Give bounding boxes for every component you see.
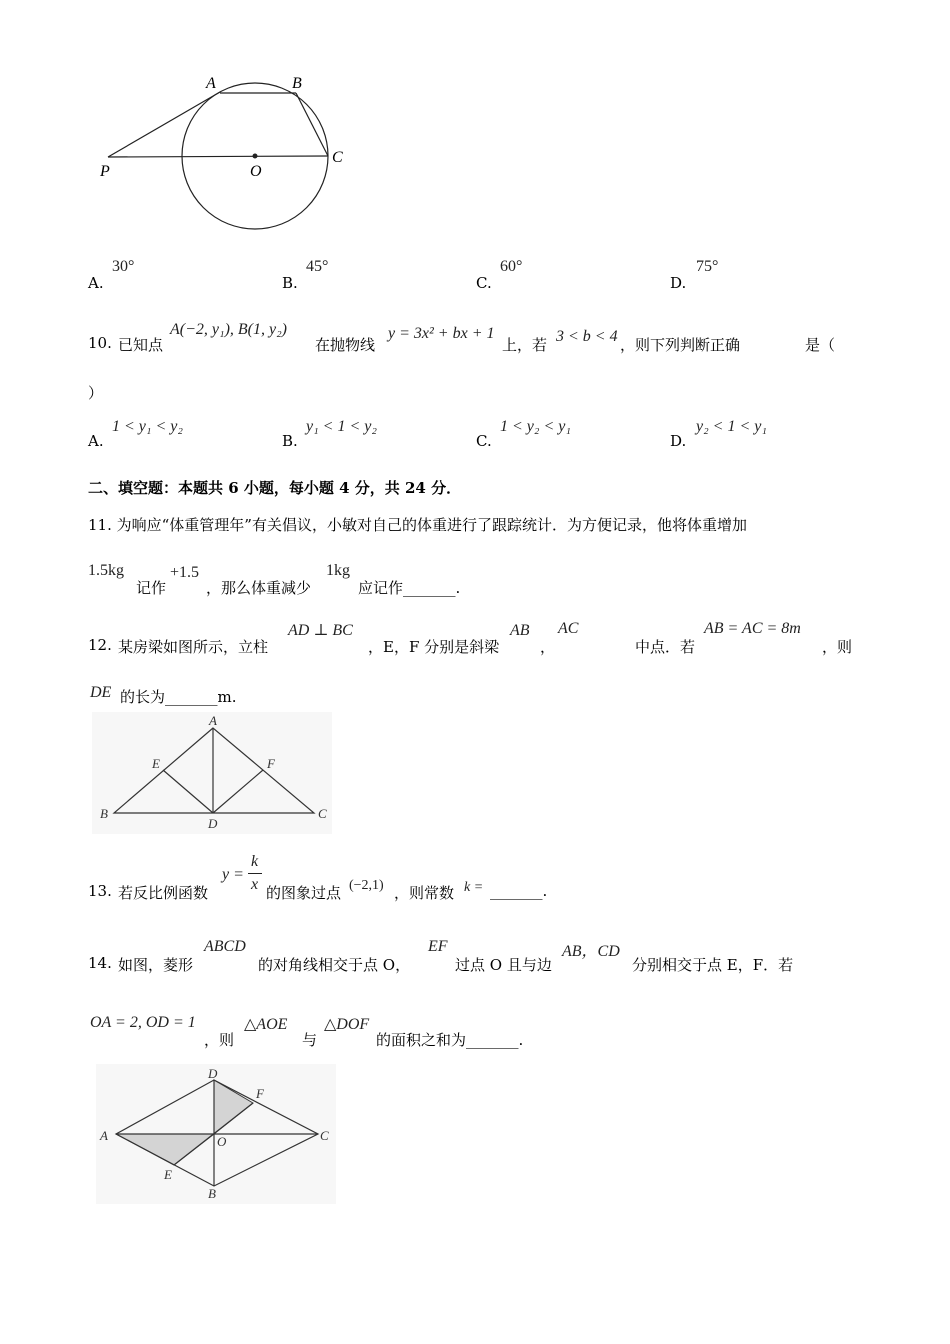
- q14-triangle-aoe: △AOE: [244, 1016, 288, 1033]
- label-e: E: [164, 1167, 172, 1182]
- q12-text-3: ，: [540, 638, 556, 656]
- q14-text-3: 过点 O 且与边: [455, 956, 552, 974]
- q12-ab: AB: [510, 622, 530, 639]
- q14-rhombus-figure: [96, 1064, 336, 1204]
- q12-perpendicular: AD ⊥ BC: [288, 622, 353, 639]
- q13-k-eq: k =: [464, 880, 484, 895]
- q10-option-a-value: 1 < y₁ < y₂: [112, 418, 183, 435]
- q12-text-4: 中点．若: [635, 638, 696, 656]
- q13-y-eq: y =: [222, 866, 244, 883]
- center-dot: [253, 154, 258, 159]
- q12-ac: AC: [558, 620, 579, 637]
- q9-option-b-value: 45°: [306, 258, 329, 275]
- q13-numerator: k: [251, 853, 259, 870]
- q13-text-1: 若反比例函数: [118, 884, 209, 902]
- q10-condition: 3 < b < 4: [556, 328, 618, 345]
- q11-text-2: ，那么体重减少: [206, 579, 312, 597]
- q13-fraction-bar: [248, 873, 262, 874]
- q9-option-d-value: 75°: [696, 258, 719, 275]
- q10-text-5: 是（: [805, 336, 836, 354]
- q10-points: A(−2, y₁), B(1, y₂): [170, 321, 287, 338]
- q14-text-5: ，则: [204, 1031, 235, 1049]
- label-b: B: [100, 806, 108, 821]
- q10-text-4: ，则下列判断正确: [620, 336, 741, 354]
- q9-option-b-letter: B.: [282, 274, 298, 292]
- label-a: A: [209, 713, 217, 728]
- q11-line-1: 11. 为响应“体重管理年”有关倡议，小敏对自己的体重进行了跟踪统计．为方便记录，他将体重增加: [88, 516, 747, 534]
- q13-text-3: ，则常数: [394, 884, 455, 902]
- line-bc: [296, 93, 328, 156]
- q9-option-c-letter: C.: [476, 274, 492, 292]
- q9-option-d-letter: D.: [670, 274, 687, 292]
- q10-text-2: 在抛物线: [315, 336, 376, 354]
- q12-length: AB = AC = 8m: [704, 620, 801, 637]
- q14-text-6: 与: [302, 1031, 318, 1049]
- q12-number: 12.: [88, 636, 112, 654]
- label-f: F: [256, 1086, 264, 1101]
- q14-number: 14.: [88, 954, 112, 972]
- q13-blank: _______.: [490, 882, 548, 900]
- q11-loss: 1kg: [326, 562, 350, 579]
- label-c: C: [320, 1128, 329, 1143]
- q14-lengths: OA = 2, OD = 1: [90, 1014, 196, 1031]
- label-c: C: [332, 149, 343, 166]
- label-a: A: [100, 1128, 108, 1143]
- line-pa: [108, 92, 220, 157]
- q12-text-5: ，则: [822, 638, 853, 656]
- q10-text-1: 已知点: [118, 336, 164, 354]
- q10-number: 10.: [88, 334, 112, 352]
- section-2-heading: 二、填空题：本题共 6 小题，每小题 4 分，共 24 分．: [88, 479, 462, 497]
- q10-option-c-value: 1 < y₂ < y₁: [500, 418, 571, 435]
- q12-text-1: 某房梁如图所示，立柱: [118, 638, 269, 656]
- q11-text-1: 记作: [136, 579, 167, 597]
- q10-option-b-letter: B.: [282, 432, 298, 450]
- label-p: P: [100, 163, 110, 180]
- q10-option-b-value: y₁ < 1 < y₂: [306, 418, 377, 435]
- q14-ef: EF: [428, 938, 448, 955]
- q9-option-a-value: 30°: [112, 258, 135, 275]
- q12-text-2: ，E，F 分别是斜梁: [368, 638, 500, 656]
- label-d: D: [208, 816, 218, 831]
- q10-text-3: 上，若: [502, 336, 548, 354]
- q14-sides: AB，CD: [562, 943, 620, 960]
- q10-parabola: y = 3x² + bx + 1: [388, 325, 495, 342]
- label-d: D: [208, 1066, 218, 1081]
- label-o: O: [217, 1134, 227, 1149]
- q12-beam-figure: [92, 712, 332, 834]
- q10-option-d-letter: D.: [670, 432, 687, 450]
- q13-point: (−2,1): [349, 878, 384, 893]
- q13-text-2: 的图象过点: [266, 884, 342, 902]
- q11-record: +1.5: [170, 564, 200, 581]
- label-e: E: [152, 756, 160, 771]
- q10-option-a-letter: A.: [88, 432, 104, 450]
- q9-circle-figure: [90, 70, 360, 240]
- q13-denominator: x: [251, 876, 259, 893]
- label-f: F: [267, 756, 275, 771]
- q13-number: 13.: [88, 882, 112, 900]
- q10-text-6: ）: [88, 384, 104, 402]
- q11-text-3: 应记作_______.: [358, 579, 461, 597]
- label-o: O: [250, 163, 262, 180]
- label-c: C: [318, 806, 327, 821]
- q14-text-4: 分别相交于点 E，F．若: [632, 956, 794, 974]
- q9-option-a-letter: A.: [88, 274, 104, 292]
- q14-text-2: 的对角线相交于点 O，: [258, 956, 411, 974]
- label-a: A: [206, 75, 216, 92]
- line-pc: [108, 156, 328, 157]
- label-b: B: [208, 1186, 216, 1201]
- q12-text-6: 的长为_______m.: [120, 688, 237, 706]
- label-b: B: [292, 75, 302, 92]
- q9-option-c-value: 60°: [500, 258, 523, 275]
- q11-gain: 1.5kg: [88, 562, 124, 579]
- q14-text-1: 如图，菱形: [118, 956, 194, 974]
- q14-text-7: 的面积之和为_______.: [376, 1031, 524, 1049]
- q14-triangle-dof: △DOF: [324, 1016, 370, 1033]
- q10-option-c-letter: C.: [476, 432, 492, 450]
- q12-de: DE: [90, 684, 112, 701]
- q14-rhombus: ABCD: [204, 938, 246, 955]
- q10-option-d-value: y₂ < 1 < y₁: [696, 418, 767, 435]
